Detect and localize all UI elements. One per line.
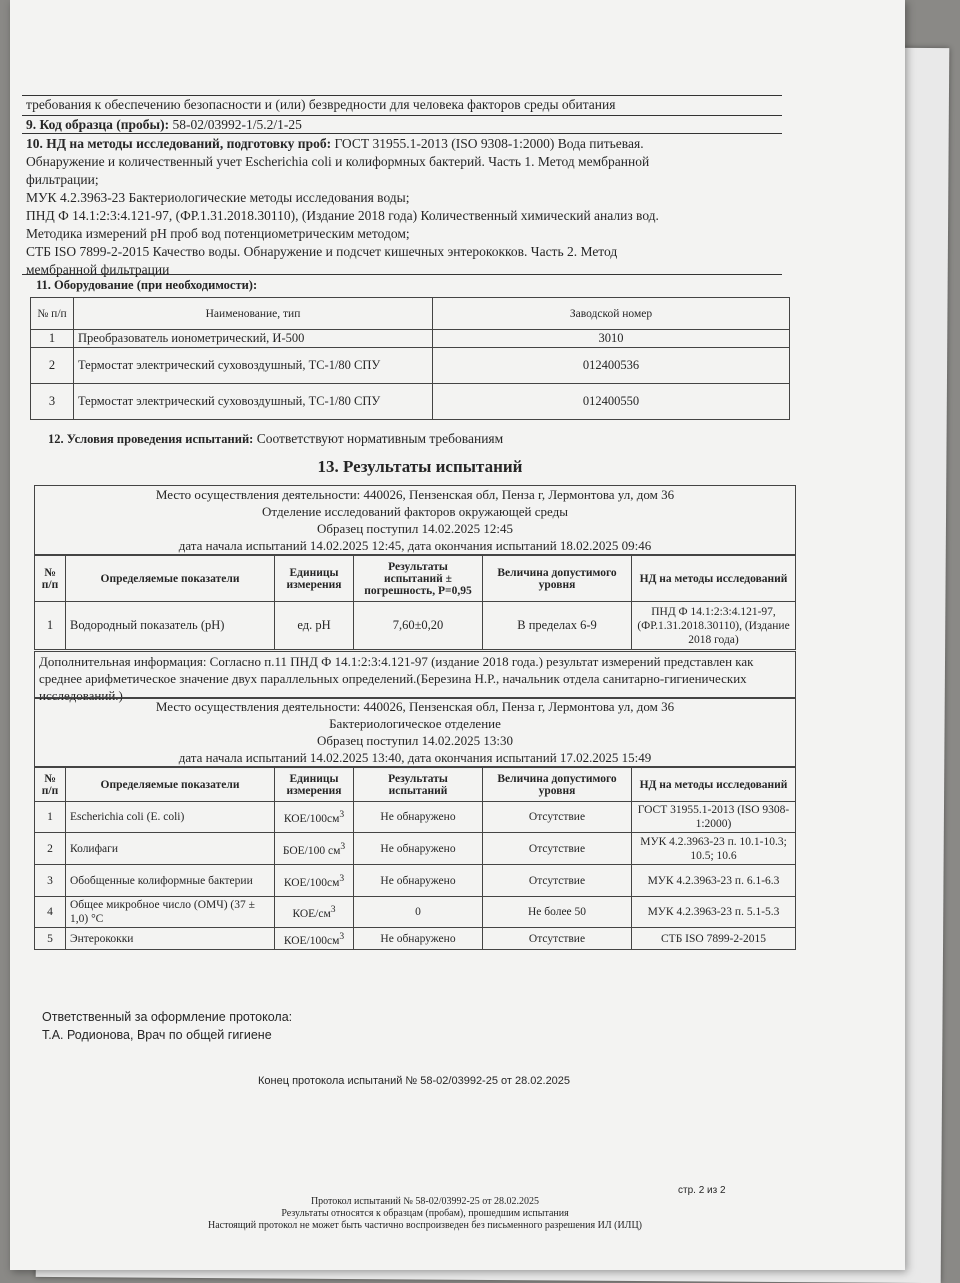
col-header: НД на методы исследований <box>632 768 796 802</box>
unit: КОЕ/100см <box>283 876 340 889</box>
cell: 1 <box>35 802 66 833</box>
cell: Не обнаружено <box>354 865 483 897</box>
rule-line <box>22 274 782 275</box>
cell: 1 <box>35 602 66 650</box>
cell: Колифаги <box>66 833 275 865</box>
col-header: Наименование, тип <box>74 298 433 330</box>
cell <box>275 833 354 865</box>
unit-exponent: 3 <box>339 809 345 821</box>
cell: Отсутствие <box>483 928 632 950</box>
cell: 7,60±0,20 <box>354 602 483 650</box>
col-header: Определяемые показатели <box>66 768 275 802</box>
cell: 3 <box>35 865 66 897</box>
col-header: НД на методы исследований <box>632 556 796 602</box>
table-row <box>31 330 790 348</box>
additional-info: Дополнительная информация: Согласно п.11 ПНД Ф 14.1:2:3:4.121-97 (издание 2018 года.) результат измерений представлен как среднее арифметическое значение двух параллельных определений.(Березина Н.Р., начальник отдела санитарно-гигиенических исследований.) <box>34 651 796 699</box>
section1-line: Отделение исследований факторов окружающей среды <box>262 504 568 519</box>
section1-line: Образец поступил 14.02.2025 12:45 <box>317 521 513 536</box>
cell: МУК 4.2.3963-23 п. 5.1-5.3 <box>632 897 796 928</box>
cell: Escherichia coli (E. coli) <box>66 802 275 833</box>
cell: Термостат электрический суховоздушный, ТС-1/80 СПУ <box>74 384 433 420</box>
unit-exponent: 3 <box>340 840 346 852</box>
unit-exponent: 3 <box>339 930 345 942</box>
cell: Обобщенные колиформные бактерии <box>66 865 275 897</box>
cell: Не обнаружено <box>354 833 483 865</box>
results-table-2 <box>34 767 796 950</box>
cell: ГОСТ 31955.1-2013 (ISO 9308-1:2000) <box>632 802 796 833</box>
cell: Преобразователь иономeтрический, И-500 <box>74 330 433 348</box>
cell: Общее микробное число (ОМЧ) (37 ± 1,0) °С <box>66 897 275 928</box>
cell: В пределах 6-9 <box>483 602 632 650</box>
item12-label: 12. Условия проведения испытаний: <box>48 432 254 446</box>
cell: 2 <box>35 833 66 865</box>
cell: Отсутствие <box>483 802 632 833</box>
cell: 3010 <box>433 330 790 348</box>
col-header: Величина допустимого уровня <box>483 768 632 802</box>
section2-line: Образец поступил 14.02.2025 13:30 <box>317 733 513 748</box>
rule-line <box>22 133 782 134</box>
section2-header <box>34 697 796 767</box>
cell: Отсутствие <box>483 865 632 897</box>
results-title: 13. Результаты испытаний <box>317 457 523 476</box>
responsible-label: Ответственный за оформление протокола: <box>42 1010 293 1024</box>
section1-line: дата начала испытаний 14.02.2025 12:45, дата окончания испытаний 18.02.2025 09:46 <box>178 538 652 553</box>
responsible-person: Т.А. Родионова, Врач по общей гигиене <box>42 1028 272 1042</box>
item12 <box>48 430 503 448</box>
item11-label: 11. Оборудование (при необходимости): <box>36 278 258 292</box>
col-header: № п/п <box>35 768 66 802</box>
item10-line: Методика измерений pH проб вод потенциометрическим методом; <box>26 226 410 241</box>
cell <box>275 897 354 928</box>
item10-line: фильтрации; <box>26 172 99 187</box>
footer-line: Протокол испытаний № 58-02/03992-25 от 28.02.2025 <box>310 1196 540 1207</box>
table-row <box>35 833 796 865</box>
col-header: Результаты испытаний <box>354 768 483 802</box>
table-row <box>31 384 790 420</box>
cell: СТБ ISO 7899-2-2015 <box>632 928 796 950</box>
cell <box>275 802 354 833</box>
unit-exponent: 3 <box>339 872 345 884</box>
table-row <box>35 865 796 897</box>
results-table-1 <box>34 555 796 650</box>
cell: 3 <box>31 384 74 420</box>
col-header: Результаты испытаний ± погрешность, Р=0,95 <box>354 556 483 602</box>
item10-line: СТБ ISO 7899-2-2015 Качество воды. Обнаружение и подсчет кишечных энтерококков. Часть 2. Метод <box>26 244 618 259</box>
document-page <box>10 0 905 1270</box>
footer-line: Настоящий протокол не может быть частично воспроизведен без письменного разрешения ИЛ (ИЛЦ) <box>207 1220 642 1231</box>
end-line: Конец протокола испытаний № 58-02/03992-25 от 28.02.2025 <box>258 1075 571 1087</box>
cell: Водородный показатель (pH) <box>66 602 275 650</box>
cell: 1 <box>31 330 74 348</box>
col-header: Единицы измерения <box>275 556 354 602</box>
col-header: Определяемые показатели <box>66 556 275 602</box>
unit: КОЕ/100см <box>283 812 340 825</box>
item10-line: Обнаружение и количественный учет Escherichia coli и колиформных бактерий. Часть 1. Метод мембранной <box>26 154 650 169</box>
table-row <box>31 348 790 384</box>
cell: 012400550 <box>433 384 790 420</box>
cell: МУК 4.2.3963-23 п. 10.1-10.3; 10.5; 10.6 <box>632 833 796 865</box>
item10-line: ГОСТ 31955.1-2013 (ISO 9308-1:2000) Вода питьевая. <box>334 136 644 151</box>
cell <box>275 928 354 950</box>
col-header: Величина допустимого уровня <box>483 556 632 602</box>
page-number: стр. 2 из 2 <box>678 1185 726 1196</box>
cell: ПНД Ф 14.1:2:3:4.121-97, (ФР.1.31.2018.30110), (Издание 2018 года) <box>632 602 796 650</box>
item12-value: Соответствуют нормативным требованиям <box>256 431 504 446</box>
table-row <box>35 897 796 928</box>
equipment-table <box>30 297 790 420</box>
item9-label: 9. Код образца (пробы): <box>26 117 170 132</box>
cell: Отсутствие <box>483 833 632 865</box>
item9 <box>26 116 302 134</box>
cell: Не обнаружено <box>354 928 483 950</box>
col-header: Заводской номер <box>433 298 790 330</box>
cell <box>275 865 354 897</box>
cell: 012400536 <box>433 348 790 384</box>
cell: Не обнаружено <box>354 802 483 833</box>
section2-line: Бактериологическое отделение <box>329 716 501 731</box>
section2-line: Место осуществления деятельности: 440026, Пензенская обл, Пенза г, Лермонтова ул, дом 36 <box>155 699 675 714</box>
item10-label: 10. НД на методы исследований, подготовку проб: <box>26 136 332 151</box>
cell: 5 <box>35 928 66 950</box>
footer-line: Результаты относятся к образцам (пробам), прошедшим испытания <box>281 1208 569 1219</box>
section2-line: дата начала испытаний 14.02.2025 13:40, дата окончания испытаний 17.02.2025 15:49 <box>178 750 652 765</box>
cell: Не более 50 <box>483 897 632 928</box>
cell: 2 <box>31 348 74 384</box>
col-header: Единицы измерения <box>275 768 354 802</box>
section1-line: Место осуществления деятельности: 440026, Пензенская обл, Пенза г, Лермонтова ул, дом 36 <box>155 487 675 502</box>
item10-line: мембранной фильтрации <box>26 262 170 277</box>
unit-exponent: 3 <box>330 904 336 916</box>
cell: ед. pH <box>275 602 354 650</box>
table-row <box>35 602 796 650</box>
item9-value: 58-02/03992-1/5.2/1-25 <box>172 117 302 132</box>
table-row <box>35 928 796 950</box>
footer <box>10 1196 840 1232</box>
section1-header <box>34 485 796 555</box>
top-line: требования к обеспечению безопасности и (или) безвредности для человека факторов среды обитания <box>26 97 616 112</box>
unit: КОЕ/см <box>292 907 331 920</box>
unit: КОЕ/100см <box>283 934 340 947</box>
col-header: № п/п <box>35 556 66 602</box>
cell: МУК 4.2.3963-23 п. 6.1-6.3 <box>632 865 796 897</box>
col-header: № п/п <box>31 298 74 330</box>
item10-line: МУК 4.2.3963-23 Бактериологические методы исследования воды; <box>26 190 410 205</box>
table-row <box>35 802 796 833</box>
cell: 4 <box>35 897 66 928</box>
item10 <box>26 135 659 279</box>
cell: Энтерококки <box>66 928 275 950</box>
cell: Термостат электрический суховоздушный, ТС-1/80 СПУ <box>74 348 433 384</box>
cell: 0 <box>354 897 483 928</box>
item10-line: ПНД Ф 14.1:2:3:4.121-97, (ФР.1.31.2018.30110), (Издание 2018 года) Количественный химический анализ вод. <box>26 208 659 223</box>
unit: БОЕ/100 см <box>282 844 341 857</box>
